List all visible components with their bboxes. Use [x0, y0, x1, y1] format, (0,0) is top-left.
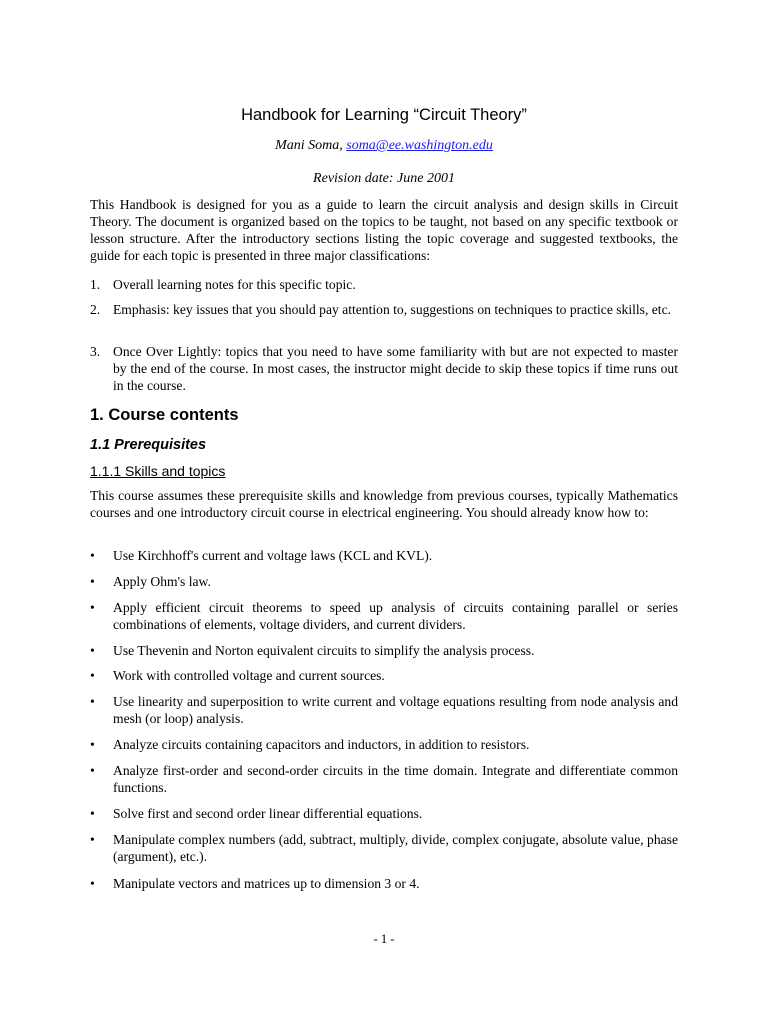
author-line	[0, 137, 768, 155]
intro-paragraph: This Handbook is designed for you as a guide to learn the circuit analysis and design skills in Circuit Theory. The document is organized based on the topics to be taught, not based on any specific textbook or lesson structure. After the introductory sections listing the topic coverage and suggested textbooks, the guide for each topic is presented in three major classifications:	[90, 197, 678, 263]
classification-item	[90, 343, 678, 394]
list-item	[90, 875, 678, 892]
bullet: •	[90, 737, 95, 752]
list-item	[90, 599, 678, 633]
bullet: •	[90, 876, 95, 891]
list-item	[90, 573, 678, 590]
revision-date: Revision date: June 2001	[313, 171, 455, 186]
section-heading-1-1: 1.1 Prerequisites	[90, 437, 207, 453]
list-item-text: Manipulate vectors and matrices up to dimension 3 or 4.	[113, 876, 420, 891]
author-name: Mani Soma,	[275, 138, 347, 153]
bullet: •	[90, 694, 95, 709]
bullet: •	[90, 832, 95, 847]
list-item-text: Manipulate complex numbers (add, subtract, multiply, divide, complex conjugate, absolute value, phase (argument), etc.).	[113, 832, 678, 864]
bullet: •	[90, 643, 95, 658]
classification-item	[90, 276, 678, 293]
list-number: 1.	[90, 277, 101, 292]
list-item	[90, 805, 678, 822]
bullet: •	[90, 806, 95, 821]
list-item	[90, 831, 678, 865]
list-item-text: Apply Ohm's law.	[113, 574, 211, 589]
author-email-link[interactable]: soma@ee.washington.edu	[346, 138, 493, 153]
bullet: •	[90, 600, 95, 615]
page-number: - 1 -	[373, 932, 395, 946]
list-item-text: Once Over Lightly: topics that you need to have some familiarity with but are not expected to master by the end of the course. In most cases, the instructor might decide to skip these topics if time runs out in the course.	[113, 344, 678, 393]
list-item-text: Analyze circuits containing capacitors and inductors, in addition to resistors.	[113, 737, 530, 752]
list-number: 2.	[90, 302, 101, 317]
bullet: •	[90, 763, 95, 778]
list-item-text: Use Kirchhoff's current and voltage laws (KCL and KVL).	[113, 548, 433, 563]
classification-item	[90, 301, 678, 318]
list-item	[90, 693, 678, 727]
list-item	[90, 762, 678, 796]
list-item	[90, 667, 678, 684]
bullet: •	[90, 668, 95, 683]
list-item-text: Analyze first-order and second-order circuits in the time domain. Integrate and differentiate common functions.	[113, 763, 678, 795]
list-item	[90, 736, 678, 753]
bullet: •	[90, 574, 95, 589]
document-title: Handbook for Learning “Circuit Theory”	[241, 106, 527, 124]
list-item-text: Overall learning notes for this specific topic.	[113, 277, 356, 292]
list-item-text: Use linearity and superposition to write current and voltage equations resulting from node analysis and mesh (or loop) analysis.	[113, 694, 678, 726]
list-item	[90, 642, 678, 659]
list-item-text: Use Thevenin and Norton equivalent circuits to simplify the analysis process.	[113, 643, 535, 658]
section-heading-1-1-1: 1.1.1 Skills and topics	[90, 463, 226, 479]
list-item-text: Apply efficient circuit theorems to speed up analysis of circuits containing parallel or series combinations of elements, voltage dividers, and current dividers.	[113, 600, 678, 632]
bullet: •	[90, 548, 95, 563]
list-item	[90, 547, 678, 564]
list-item-text: Work with controlled voltage and current sources.	[113, 668, 385, 683]
section-heading-1: 1. Course contents	[90, 406, 239, 424]
prereq-paragraph: This course assumes these prerequisite skills and knowledge from previous courses, typically Mathematics courses and one introductory circuit course in electrical engineering. You should already know how to:	[90, 488, 678, 520]
list-number: 3.	[90, 344, 101, 359]
list-item-text: Emphasis: key issues that you should pay attention to, suggestions on techniques to practice skills, etc.	[113, 302, 672, 317]
list-item-text: Solve first and second order linear differential equations.	[113, 806, 423, 821]
